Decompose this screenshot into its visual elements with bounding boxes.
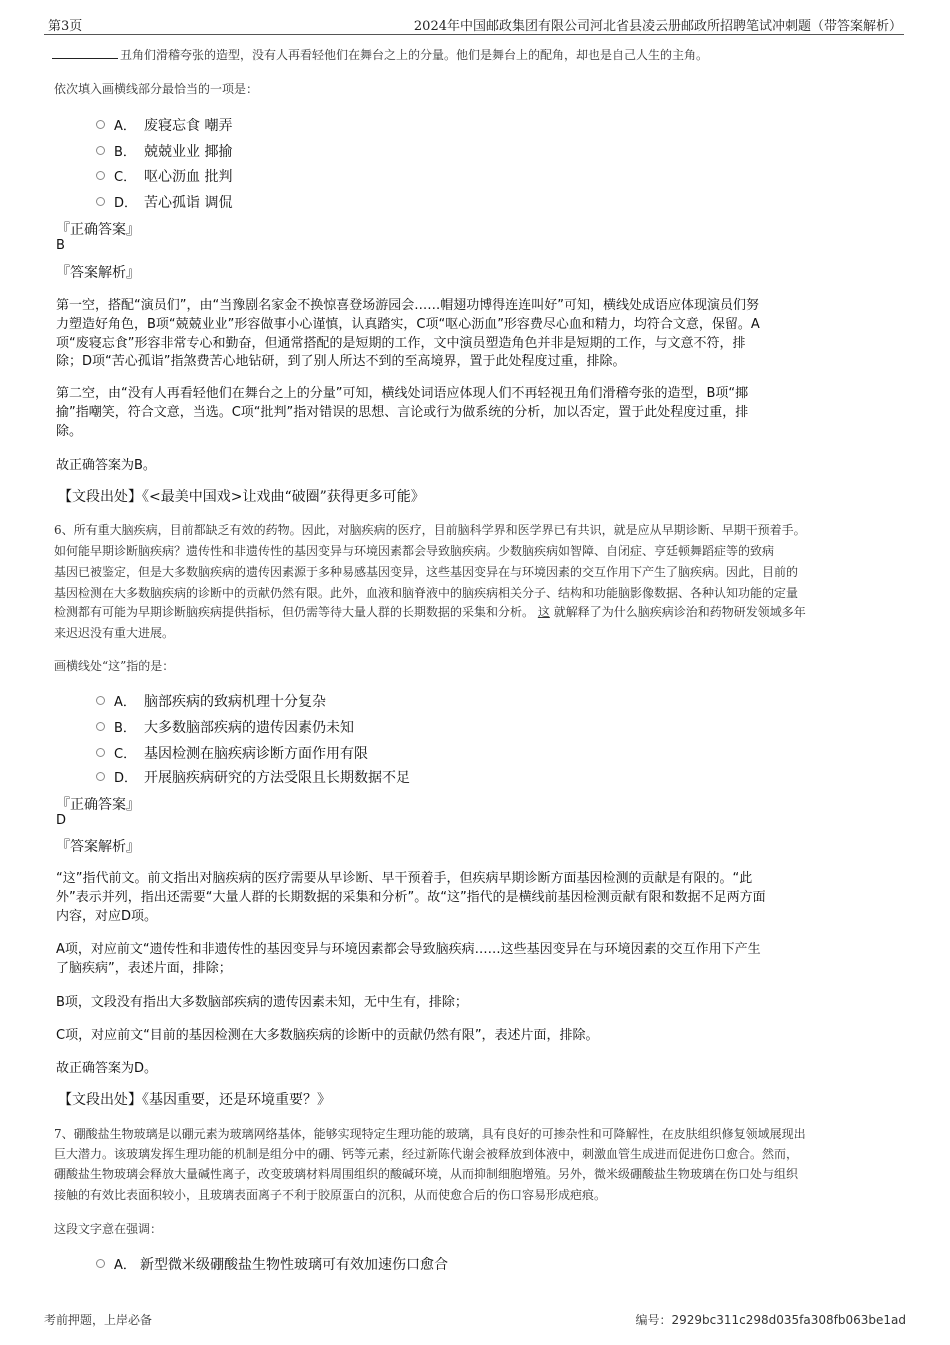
q5-source: 【文段出处】《<最美中国戏>让戏曲“破圈”获得更多可能》	[58, 489, 425, 505]
q5-analysis-line: 除；D项“苦心孤诣”指煞费苦心地钻研，到了别人所达不到的至高境界，置于此处程度过重，排除。	[56, 354, 626, 369]
underlined-word: 这	[537, 605, 550, 619]
q6-answer: D	[56, 813, 67, 828]
q6-stem-line: 如何能早期诊断脑疾病？遗传性和非遗传性的基因变异与环境因素都会导致脑疾病。少数脑疾病如智障、自闭症、亨廷顿舞蹈症等的致病	[54, 544, 775, 558]
page-footer	[44, 1311, 906, 1331]
q5-analysis2-line: 揄”指嘲笑，符合文意，当选。C项“批判”指对错误的思想、言论或行为做系统的分析，加以否定，置于此处程度过重，排	[56, 405, 749, 420]
q5-analysis-label: 『答案解析』	[56, 265, 140, 281]
document-title: 2024年中国邮政集团有限公司河北省县凌云册邮政所招聘笔试冲刺题（带答案解析）	[413, 19, 902, 34]
footer-slogan: 考前押题，上岸必备	[44, 1313, 153, 1327]
q5-analysis2-line: 第二空，由“没有人再看轻他们在舞台之上的分量”可知，横线处词语应体现人们不再轻视丑角们滑稽夸张的造型，B项“揶	[56, 386, 749, 401]
q6-analysis-label: 『答案解析』	[56, 839, 140, 855]
q7-stem-line: 巨大潜力。该玻璃发挥生理功能的机制是组分中的硼、钙等元素，经过新陈代谢会被释放到体液中，刺激血管生成进而促进伤口愈合。然而，	[54, 1147, 799, 1161]
q5-stem-tail: 丑角们滑稽夸张的造型，没有人再看轻他们在舞台之上的分量。他们是舞台上的配角，却也是自己人生的主角。	[52, 46, 708, 63]
q5-prompt: 依次填入画横线部分最恰当的一项是：	[54, 82, 259, 96]
footer-code: 编号：2929bc311c298d035fa308fb063be1ad	[635, 1313, 906, 1327]
q6-option-b-analysis: B项，文段没有指出大多数脑部疾病的遗传因素未知，无中生有，排除；	[56, 995, 468, 1010]
q6-option-a-analysis: 了脑疾病”，表述片面，排除；	[56, 961, 232, 976]
q5-analysis-line: 力塑造好角色，B项“兢兢业业”形容做事小心谨慎，认真踏实，C项“呕心沥血”形容费尽心血和精力，均符合文意，保留。A	[56, 317, 760, 332]
q7-stem-line: 硼酸盐生物玻璃会释放大量碱性离子，改变玻璃材料周围组织的酸碱环境，从而抑制细胞增殖。另外，微米级硼酸盐生物玻璃在伤口处与组织	[54, 1167, 799, 1181]
page-header	[44, 14, 904, 35]
radio-icon[interactable]	[96, 197, 105, 206]
q6-stem-line: 6、所有重大脑疾病，目前都缺乏有效的药物。因此，对脑疾病的医疗，目前脑科学界和医学界已有共识，就是应从早期诊断、早期干预着手。	[54, 523, 806, 537]
q7-prompt: 这段文字意在强调：	[54, 1222, 163, 1236]
q6-source: 【文段出处】《基因重要，还是环境重要？》	[58, 1092, 331, 1108]
radio-icon[interactable]	[96, 748, 105, 757]
q7-stem-line: 7、硼酸盐生物玻璃是以硼元素为玻璃网络基体，能够实现特定生理功能的玻璃，具有良好的可掺杂性和可降解性，在皮肤组织修复领域展现出	[54, 1127, 806, 1141]
page-number: 第3页	[48, 19, 83, 34]
q6-stem-line: 来迟迟没有重大进展。	[54, 626, 175, 640]
q5-analysis-line: 项“废寝忘食”形容非常专心和勤奋，但通常搭配的是短期的工作，文中演员塑造角色并非是短期的工作，与文意不符，排	[56, 336, 746, 351]
q7-stem-line: 接触的有效比表面积较小，且玻璃表面离子不利于胶原蛋白的沉积，从而使愈合后的伤口容易形成疤痕。	[54, 1188, 607, 1202]
q6-stem-line: 基因检测在大多数脑疾病的诊断中的贡献仍然有限。此外，血液和脑脊液中的脑疾病相关分子、结构和功能脑影像数据、各种认知功能的定量	[54, 586, 799, 600]
q5-answer-label: 『正确答案』	[56, 222, 140, 238]
q6-answer-label: 『正确答案』	[56, 797, 140, 813]
q5-answer: B	[56, 238, 65, 253]
q6-option-a-analysis: A项，对应前文“遗传性和非遗传性的基因变异与环境因素都会导致脑疾病……这些基因变异在与环境因素的交互作用下产生	[56, 942, 761, 957]
q5-analysis2-line: 除。	[56, 424, 83, 439]
radio-icon[interactable]	[96, 171, 105, 180]
radio-icon[interactable]	[96, 1259, 105, 1268]
q5-analysis-line: 第一空，搭配“演员们”，由“当豫剧名家金不换惊喜登场游园会……帽翅功博得连连叫好”可知，横线处成语应体现演员们努	[56, 298, 759, 313]
fill-blank	[52, 47, 118, 59]
q6-analysis-line: 外”表示并列，指出还需要“大量人群的长期数据的采集和分析”。故“这”指代的是横线前基因检测贡献有限和数据不足两方面	[56, 890, 766, 905]
radio-icon[interactable]	[96, 722, 105, 731]
q6-conclusion: 故正确答案为D。	[56, 1061, 158, 1076]
q5-conclusion: 故正确答案为B。	[56, 458, 156, 473]
q6-analysis-line: “这”指代前文。前文指出对脑疾病的医疗需要从早诊断、早干预着手，但疾病早期诊断方面基因检测的贡献是有限的。“此	[56, 871, 753, 886]
q6-analysis-line: 内容，对应D项。	[56, 909, 158, 924]
radio-icon[interactable]	[96, 772, 105, 781]
q6-stem-line: 检测都有可能为早期诊断脑疾病提供指标，但仍需等待大量人群的长期数据的采集和分析。 这 就解释了为什么脑疾病诊治和药物研发领域多年	[54, 605, 806, 619]
radio-icon[interactable]	[96, 146, 105, 155]
q6-stem-line: 基因已被鉴定，但是大多数脑疾病的遗传因素源于多种易感基因变异，这些基因变异在与环境因素的交互作用下产生了脑疾病。因此，目前的	[54, 565, 799, 579]
radio-icon[interactable]	[96, 120, 105, 129]
q6-option-c-analysis: C项，对应前文“目前的基因检测在大多数脑疾病的诊断中的贡献仍然有限”，表述片面，排除。	[56, 1028, 599, 1043]
radio-icon[interactable]	[96, 696, 105, 705]
q6-prompt: 画横线处“这”指的是：	[54, 659, 175, 673]
